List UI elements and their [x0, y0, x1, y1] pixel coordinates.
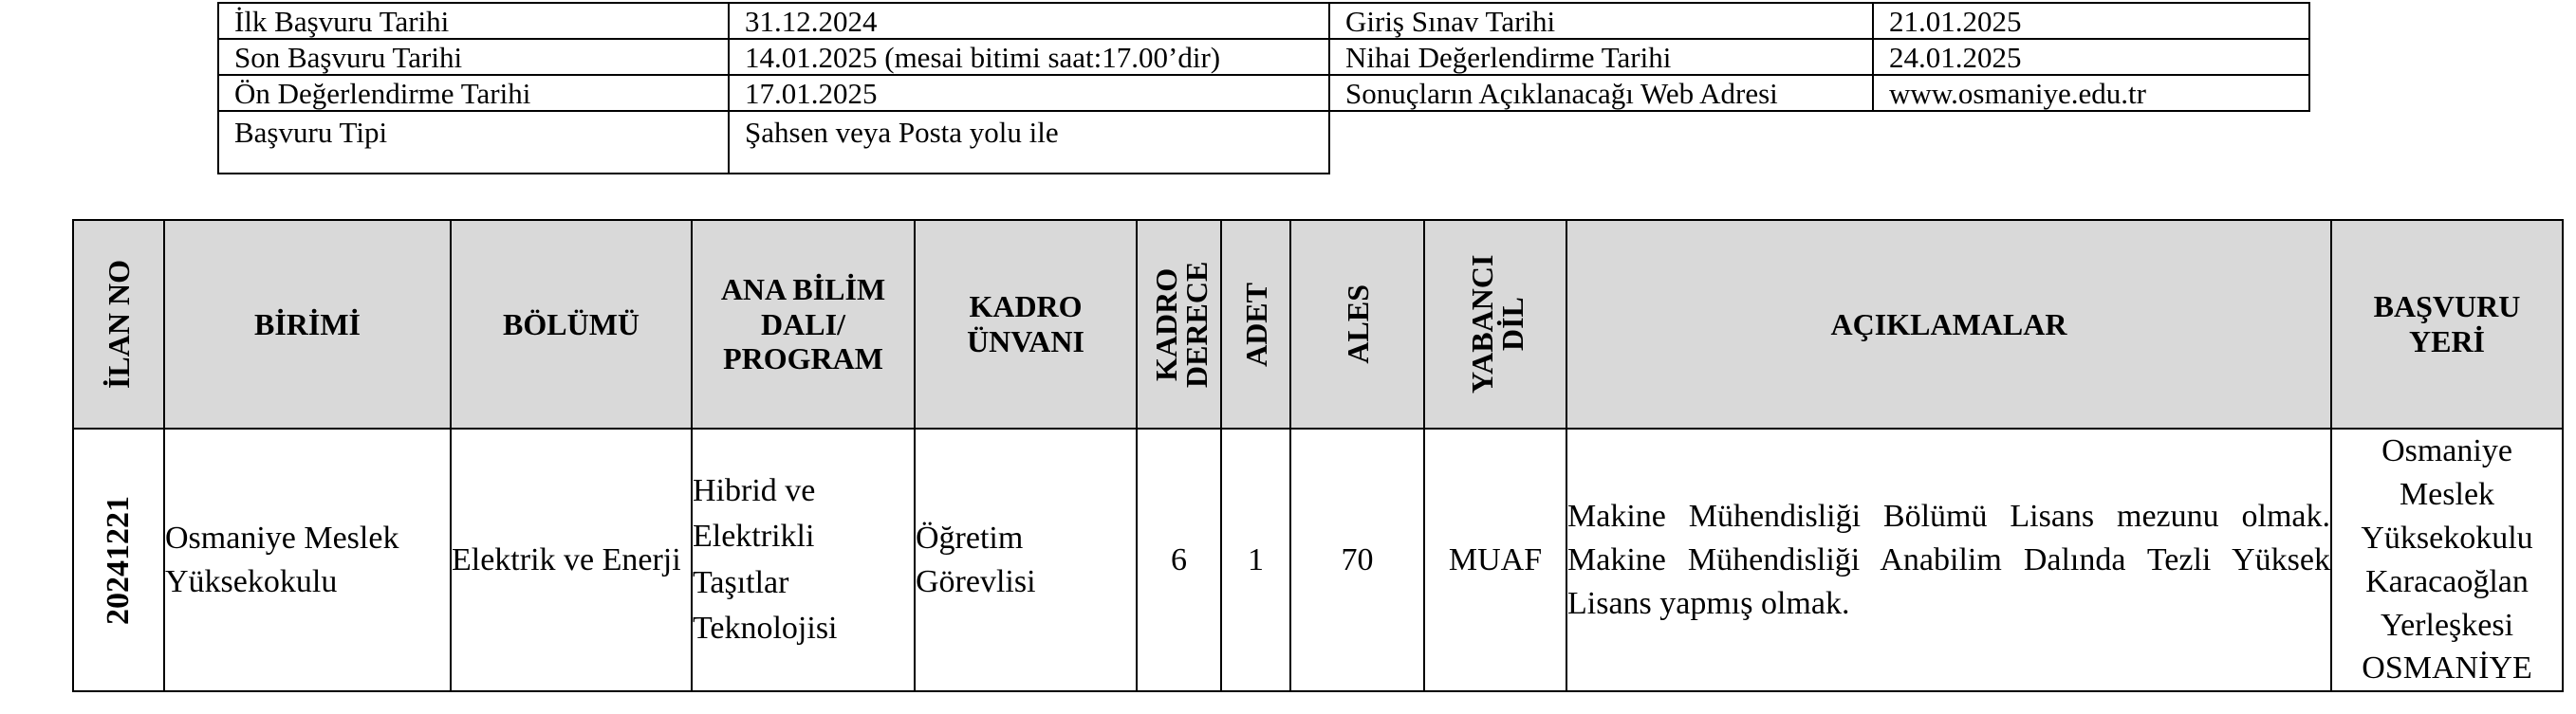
header-adet	[1221, 220, 1290, 429]
info-label: Sonuçların Açıklanacağı Web Adresi	[1329, 75, 1873, 111]
cell-yabanci-dil: MUAF	[1424, 429, 1566, 691]
header-adet-label: ADET	[1238, 282, 1273, 367]
cell-basvuru-yeri: Osmaniye Meslek Yüksekokulu Karacaoğlan Yerleşkesi OSMANİYE	[2331, 429, 2563, 691]
info-label: Giriş Sınav Tarihi	[1329, 3, 1873, 39]
header-birimi: BİRİMİ	[164, 220, 451, 429]
info-label: Ön Değerlendirme Tarihi	[218, 75, 729, 111]
header-bolumu: BÖLÜMÜ	[451, 220, 692, 429]
info-row	[218, 111, 2309, 174]
info-value: Şahsen veya Posta yolu ile	[729, 111, 1329, 174]
header-kadro-derece-label: KADRO DERECE	[1148, 261, 1214, 388]
cell-adet: 1	[1221, 429, 1290, 691]
ilan-no-value: 20241221	[101, 495, 136, 625]
info-label: İlk Başvuru Tarihi	[218, 3, 729, 39]
header-ales-label: ALES	[1340, 284, 1375, 364]
info-value: www.osmaniye.edu.tr	[1873, 75, 2309, 111]
header-yabanci-dil-label: YABANCI DİL	[1465, 254, 1529, 394]
header-ilan-no-label: İLAN NO	[102, 259, 136, 389]
blank-cell	[1329, 111, 2309, 174]
cell-bolumu: Elektrik ve Enerji	[451, 429, 692, 691]
info-label: Başvuru Tipi	[218, 111, 729, 174]
header-kadro-derece	[1137, 220, 1221, 429]
info-value: 24.01.2025	[1873, 39, 2309, 75]
info-row	[218, 39, 2309, 75]
listing-header-row	[73, 220, 2563, 429]
header-basvuru-yeri: BAŞVURU YERİ	[2331, 220, 2563, 429]
listing-row	[73, 429, 2563, 691]
cell-ilan-no	[73, 429, 164, 691]
cell-kadro-unvani: Öğretim Görevlisi	[915, 429, 1137, 691]
job-listing-table	[72, 219, 2564, 692]
header-ana-bilim-dali: ANA BİLİM DALI/ PROGRAM	[692, 220, 915, 429]
info-value: 31.12.2024	[729, 3, 1329, 39]
header-kadro-unvani: KADRO ÜNVANI	[915, 220, 1137, 429]
application-dates-table	[217, 2, 2310, 174]
header-aciklamalar: AÇIKLAMALAR	[1566, 220, 2331, 429]
cell-ales: 70	[1290, 429, 1424, 691]
info-value: 14.01.2025 (mesai bitimi saat:17.00’dir)	[729, 39, 1329, 75]
header-yabanci-dil	[1424, 220, 1566, 429]
cell-aciklamalar: Makine Mühendisliği Bölümü Lisans mezunu olmak. Makine Mühendisliği Anabilim Dalında Tezli Yüksek Lisans yapmış olmak.	[1566, 429, 2331, 691]
cell-birimi: Osmaniye Meslek Yüksekokulu	[164, 429, 451, 691]
info-row	[218, 75, 2309, 111]
info-label: Nihai Değerlendirme Tarihi	[1329, 39, 1873, 75]
info-label: Son Başvuru Tarihi	[218, 39, 729, 75]
info-value: 21.01.2025	[1873, 3, 2309, 39]
header-ilan-no	[73, 220, 164, 429]
cell-kadro-derece: 6	[1137, 429, 1221, 691]
header-ales	[1290, 220, 1424, 429]
info-row	[218, 3, 2309, 39]
cell-ana-bilim-dali: Hibrid ve Elektrikli Taşıtlar Teknolojisi	[692, 429, 915, 691]
info-value: 17.01.2025	[729, 75, 1329, 111]
